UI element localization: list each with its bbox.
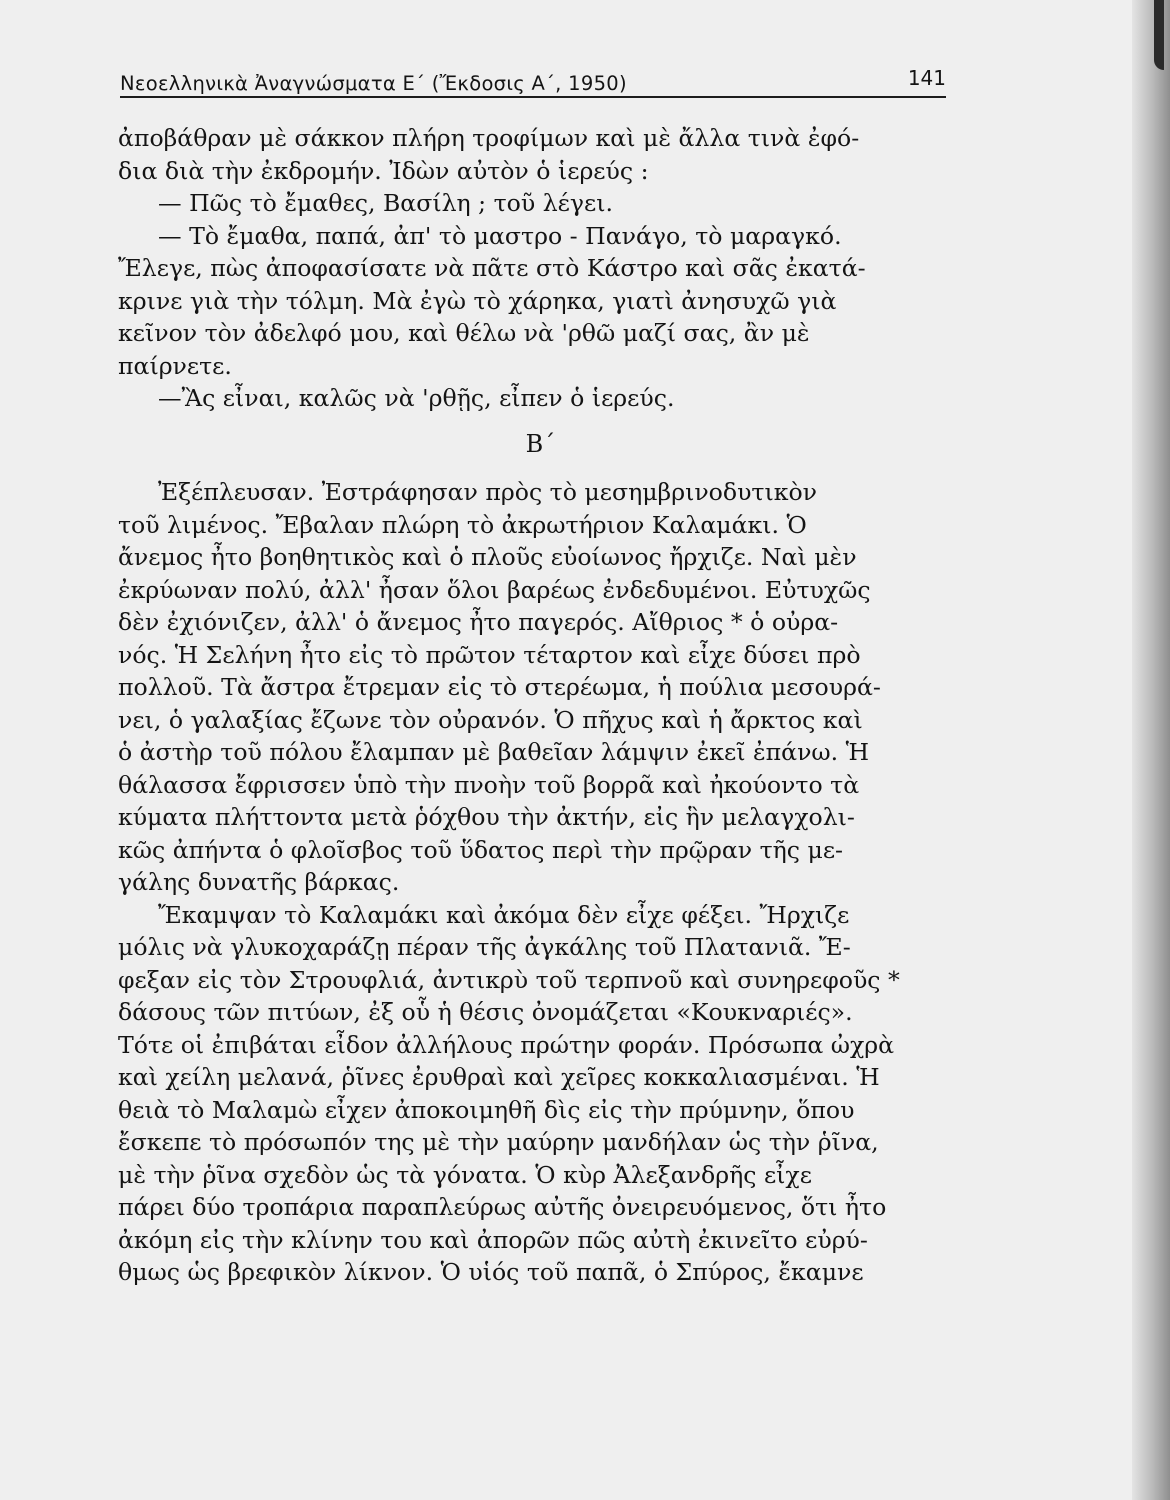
body-text [118, 122, 963, 1289]
dialogue-line: — Τὸ ἔμαθα, παπά, ἀπ' τὸ μαστρο - Πανάγο, τὸ μαραγκό. [158, 221, 842, 250]
text-line: θμως ὡς βρεφικὸν λίκνον. Ὁ υἱός τοῦ παπᾶ, ὁ Σπύρος, ἔκαμνε [118, 1258, 864, 1286]
text-line: ἔσκεπε τὸ πρόσωπόν της μὲ τὴν μαύρην μανδήλαν ὡς τὴν ῥῖνα, [118, 1128, 879, 1156]
text-line: γάλης δυνατῆς βάρκας. [118, 868, 400, 896]
text-line: θειὰ τὸ Μαλαμὼ εἶχεν ἀποκοιμηθῆ δὶς εἰς τὴν πρύμνην, ὅπου [118, 1095, 855, 1124]
text-line: πολλοῦ. Τὰ ἄστρα ἔτρεμαν εἰς τὸ στερέωμα, ἡ πούλια μεσουρά- [118, 673, 881, 701]
text-line: Ἔλεγε, πὼς ἀποφασίσατε νὰ πᾶτε στὸ Κάστρο καὶ σᾶς ἐκατά- [118, 254, 866, 282]
page-number: 141 [907, 66, 946, 90]
text-line: νει, ὁ γαλαξίας ἔζωνε τὸν οὐρανόν. Ὁ πῆχυς καὶ ἡ ἄρκτος καὶ [118, 705, 863, 734]
text-line: ὁ ἀστὴρ τοῦ πόλου ἔλαμπαν μὲ βαθεῖαν λάμψιν ἐκεῖ ἐπάνω. Ἡ [118, 738, 870, 766]
page-header [120, 66, 946, 96]
paragraph-first-line: Ἔκαμψαν τὸ Καλαμάκι καὶ ἀκόμα δὲν εἶχε φέξει. Ἤρχιζε [158, 900, 850, 929]
text-line: θάλασσα ἔφρισσεν ὑπὸ τὴν πνοὴν τοῦ βορρᾶ καὶ ἠκούοντο τὰ [118, 770, 860, 799]
text-line: τοῦ λιμένος. Ἔβαλαν πλώρη τὸ ἀκρωτήριον Καλαμάκι. Ὁ [118, 510, 807, 539]
text-line: πάρει δύο τροπάρια παραπλεύρως αὐτῆς ὀνειρευόμενος, ὅτι ἦτο [118, 1193, 887, 1221]
running-title: Νεοελληνικὰ Ἀναγνώσματα Ε΄ (Ἔκδοσις Α΄, 1950) [120, 72, 627, 95]
text-line: μὲ τὴν ῥῖνα σχεδὸν ὡς τὰ γόνατα. Ὁ κὺρ Ἀλεξανδρῆς εἶχε [118, 1160, 812, 1189]
text-line: ἄνεμος ἦτο βοηθητικὸς καὶ ὁ πλοῦς εὐοίωνος ἤρχιζε. Ναὶ μὲν [118, 543, 857, 571]
section-heading: Β΄ [525, 429, 556, 458]
text-line: μόλις νὰ γλυκοχαράζῃ πέραν τῆς ἀγκάλης τοῦ Πλατανιᾶ. Ἔ- [118, 933, 851, 961]
text-line: ἀποβάθραν μὲ σάκκον πλήρη τροφίμων καὶ μὲ ἄλλα τινὰ ἐφό- [118, 124, 860, 152]
book-spine-shadow [1132, 0, 1170, 1500]
text-line: φεξαν εἰς τὸν Στρουφλιά, ἀντικρὺ τοῦ τερπνοῦ καὶ συνηρεφοῦς * [118, 965, 900, 994]
text-line: κεῖνον τὸν ἀδελφό μου, καὶ θέλω νὰ 'ρθῶ μαζί σας, ἂν μὲ [118, 319, 810, 347]
text-line: παίρνετε. [118, 351, 232, 380]
text-line: νός. Ἡ Σελήνη ἦτο εἰς τὸ πρῶτον τέταρτον καὶ εἶχε δύσει πρὸ [118, 640, 861, 669]
text-line: Τότε οἱ ἐπιβάται εἶδον ἀλλήλους πρώτην φοράν. Πρόσωπα ὠχρὰ [118, 1030, 895, 1059]
dialogue-line: —Ἂς εἶναι, καλῶς νὰ 'ρθῇς, εἶπεν ὁ ἱερεύς. [158, 384, 675, 412]
binding-edge [1154, 0, 1164, 70]
text-line: δάσους τῶν πιτύων, ἐξ οὗ ἡ θέσις ὀνομάζεται «Κουκναριές». [118, 998, 853, 1026]
text-line: ἀκόμη εἰς τὴν κλίνην του καὶ ἀπορῶν πῶς αὐτὴ ἐκινεῖτο εὐρύ- [118, 1225, 868, 1254]
paragraph-first-line: Ἐξέπλευσαν. Ἐστράφησαν πρὸς τὸ μεσημβρινοδυτικὸν [158, 478, 818, 506]
dialogue-line: — Πῶς τὸ ἔμαθες, Βασίλη ; τοῦ λέγει. [158, 189, 613, 217]
text-line: κύματα πλήττοντα μετὰ ῥόχθου τὴν ἀκτήν, εἰς ἣν μελαγχολι- [118, 803, 855, 831]
text-line: δια διὰ τὴν ἐκδρομήν. Ἰδὼν αὐτὸν ὁ ἱερεύς : [118, 156, 649, 185]
text-line: δὲν ἐχιόνιζεν, ἀλλ' ὁ ἄνεμος ἦτο παγερός. Αἴθριος * ὁ οὐρα- [118, 608, 839, 636]
header-rule [120, 96, 946, 98]
text-line: καὶ χείλη μελανά, ῥῖνες ἐρυθραὶ καὶ χεῖρες κοκκαλιασμέναι. Ἡ [118, 1063, 880, 1091]
text-line: ἐκρύωναν πολύ, ἀλλ' ἦσαν ὅλοι βαρέως ἐνδεδυμένοι. Εὐτυχῶς [118, 575, 871, 604]
text-line: κῶς ἀπήντα ὁ φλοῖσβος τοῦ ὕδατος περὶ τὴν πρῷραν τῆς με- [118, 835, 844, 864]
text-line: κρινε γιὰ τὴν τόλμη. Μὰ ἐγὼ τὸ χάρηκα, γιατὶ ἀνησυχῶ γιὰ [118, 286, 837, 315]
